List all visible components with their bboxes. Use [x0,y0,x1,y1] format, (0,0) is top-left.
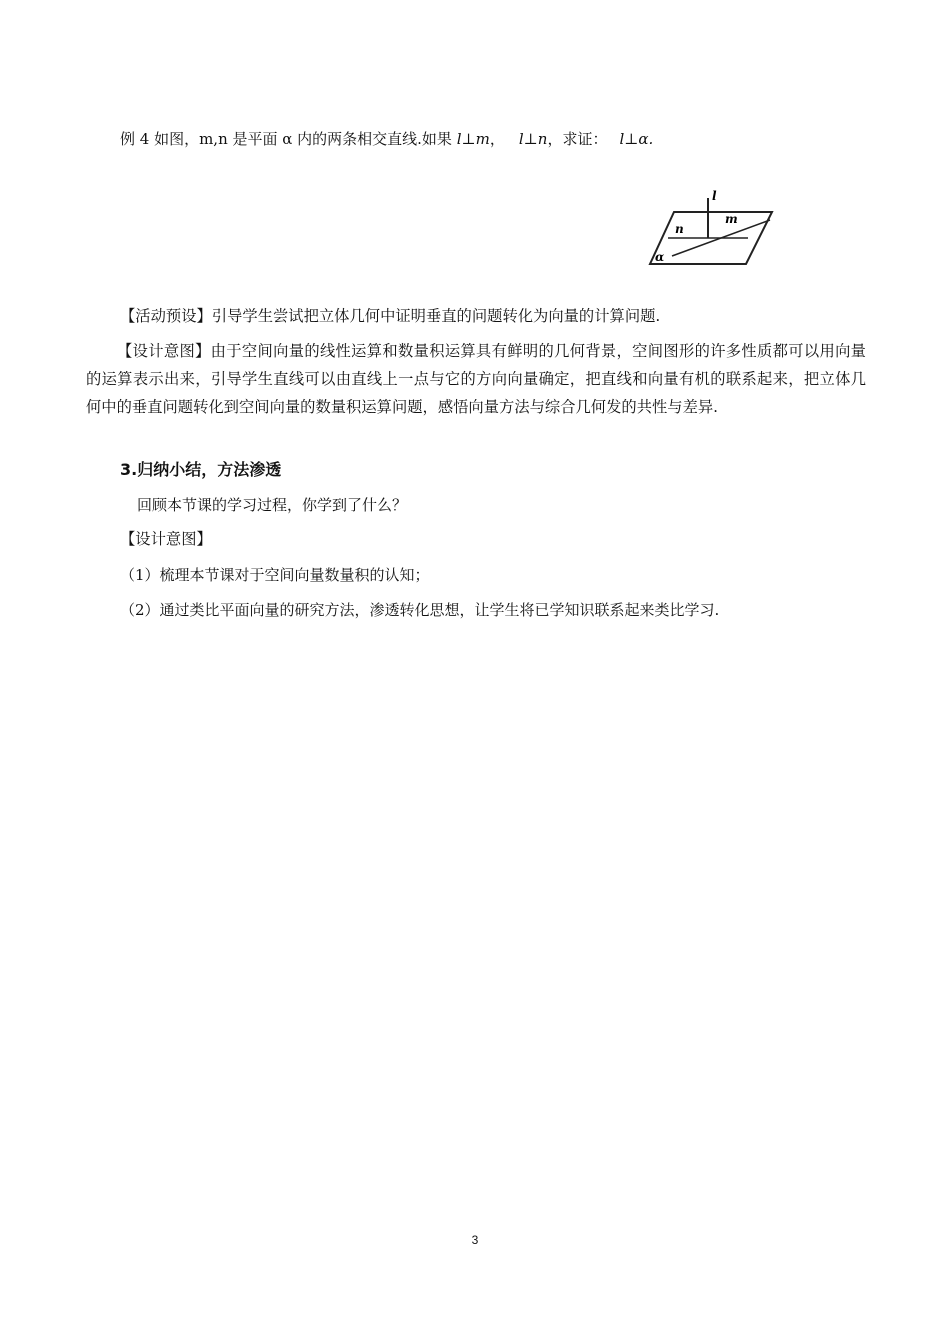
section-3-heading: 3.归纳小结，方法渗透 [120,460,282,479]
label-l: l [712,189,717,203]
prove-label: ，求证： [547,130,608,148]
design-intent-text: 由于空间向量的线性运算和数量积运算具有鲜明的几何背景，空间图形的许多性质都可以用向量的运算表示出来，引导学生直线可以由直线上一点与它的方向向量确定，把直线和向量有机的联系起来，把立体几何中的垂直问题转化到空间向量的数量积运算问题，感悟向量方法与综合几何发的共性与差异. [86,342,866,416]
design-intent-tag: 【设计意图】 [117,342,211,360]
condition-l-perp-n: l⊥n [518,130,548,148]
label-m: m [725,212,738,226]
design-intent-tag-2: 【设计意图】 [120,530,212,548]
page-number: 3 [471,1233,479,1247]
label-alpha: α [655,250,665,264]
design-intent-paragraph [86,337,866,421]
activity-preset [120,306,660,326]
plane-lines-figure [646,186,778,268]
example-4-statement [120,129,653,149]
comma-sep: ， [489,130,505,148]
conclusion-l-perp-alpha: l⊥α. [619,130,654,148]
activity-tag: 【活动预设】 [120,307,212,325]
point-1: （1）梳理本节课对于空间向量数量积的认知； [120,566,430,584]
condition-l-perp-m: l⊥m [456,130,490,148]
example-prefix: 例 4 如图，m,n 是平面 α 内的两条相交直线.如果 [120,130,457,148]
activity-text: 引导学生尝试把立体几何中证明垂直的问题转化为向量的计算问题. [211,307,661,325]
point-2: （2）通过类比平面向量的研究方法，渗透转化思想，让学生将已学知识联系起来类比学习. [120,601,720,619]
label-n: n [675,222,684,236]
review-question: 回顾本节课的学习过程，你学到了什么？ [137,496,408,514]
